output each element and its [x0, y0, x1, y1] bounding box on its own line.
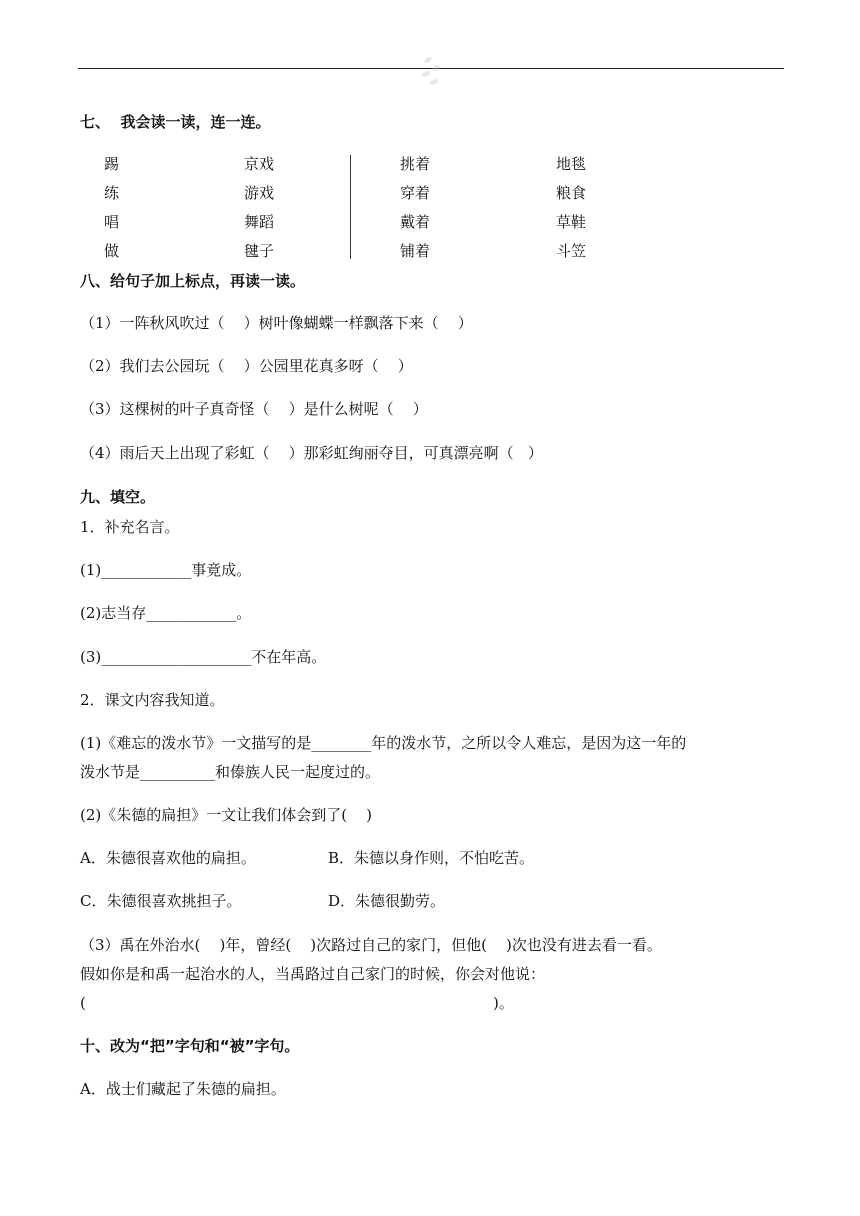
match-right-noun-4: 斗笠 — [556, 242, 587, 260]
match-left-noun-1: 京戏 — [244, 155, 275, 173]
subsection-2-title: 2．课文内容我知道。 — [80, 691, 225, 709]
match-left-noun-2: 游戏 — [244, 184, 275, 202]
proverb-question-2: (2)志当存____________。 — [80, 604, 252, 622]
subsection-1-title: 1．补充名言。 — [80, 518, 180, 536]
option-b: B．朱德以身作则，不怕吃苦。 — [328, 849, 535, 867]
match-right-noun-3: 草鞋 — [556, 213, 587, 231]
punctuation-item-4: （4）雨后天上出现了彩虹（ ）那彩虹绚丽夺目，可真漂亮啊（ ） — [80, 444, 543, 462]
proverb-question-1: (1)____________事竟成。 — [80, 561, 252, 579]
sentence-a: A．战士们藏起了朱德的扁担。 — [80, 1080, 286, 1098]
punctuation-item-2: （2）我们去公园玩（ ）公园里花真多呀（ ） — [80, 357, 413, 375]
option-a: A．朱德很喜欢他的扁担。 — [80, 849, 256, 867]
watermark-logo — [418, 52, 448, 92]
section-7-title: 七、 我会读一读，连一连。 — [80, 113, 271, 131]
match-left-verb-2: 练 — [104, 184, 120, 202]
answer-paren-close: )。 — [493, 994, 514, 1012]
match-left-verb-4: 做 — [104, 242, 120, 260]
match-right-noun-2: 粮食 — [556, 184, 587, 202]
match-left-verb-3: 唱 — [104, 213, 120, 231]
match-left-noun-3: 舞蹈 — [244, 213, 275, 231]
text-question-3-line-1: （3）禹在外治水( )年，曾经( )次路过自己的家门，但他( )次也没有进去看一看。 — [80, 936, 662, 954]
match-right-verb-1: 挑着 — [400, 155, 431, 173]
option-c: C．朱德很喜欢挑担子。 — [80, 892, 242, 910]
section-10-title: 十、改为“把”字句和“被”字句。 — [80, 1037, 300, 1055]
match-left-verb-1: 踢 — [104, 155, 120, 173]
text-question-3-line-2: 假如你是和禹一起治水的人，当禹路过自己家门的时候，你会对他说： — [80, 965, 546, 983]
match-right-verb-4: 铺着 — [400, 242, 431, 260]
match-right-verb-3: 戴着 — [400, 213, 431, 231]
match-left-noun-4: 毽子 — [244, 242, 275, 260]
punctuation-item-3: （3）这棵树的叶子真奇怪（ ）是什么树呢（ ） — [80, 400, 428, 418]
match-right-noun-1: 地毯 — [556, 155, 587, 173]
proverb-question-3: (3)____________________不在年高。 — [80, 648, 327, 666]
text-question-2: (2)《朱德的扁担》一文让我们体会到了( ) — [80, 806, 373, 824]
answer-paren-open: ( — [80, 994, 86, 1012]
punctuation-item-1: （1）一阵秋风吹过（ ）树叶像蝴蝶一样飘落下来（ ） — [80, 314, 473, 332]
text-question-1-line-1: (1)《难忘的泼水节》一文描写的是________年的泼水节，之所以令人难忘，是因为这一年的 — [80, 734, 687, 752]
match-divider — [350, 155, 351, 259]
section-8-title: 八、给句子加上标点，再读一读。 — [80, 272, 306, 290]
match-right-verb-2: 穿着 — [400, 184, 431, 202]
text-question-1-line-2: 泼水节是__________和傣族人民一起度过的。 — [80, 763, 381, 781]
option-d: D．朱德很勤劳。 — [328, 892, 446, 910]
section-9-title: 九、填空。 — [80, 488, 156, 506]
